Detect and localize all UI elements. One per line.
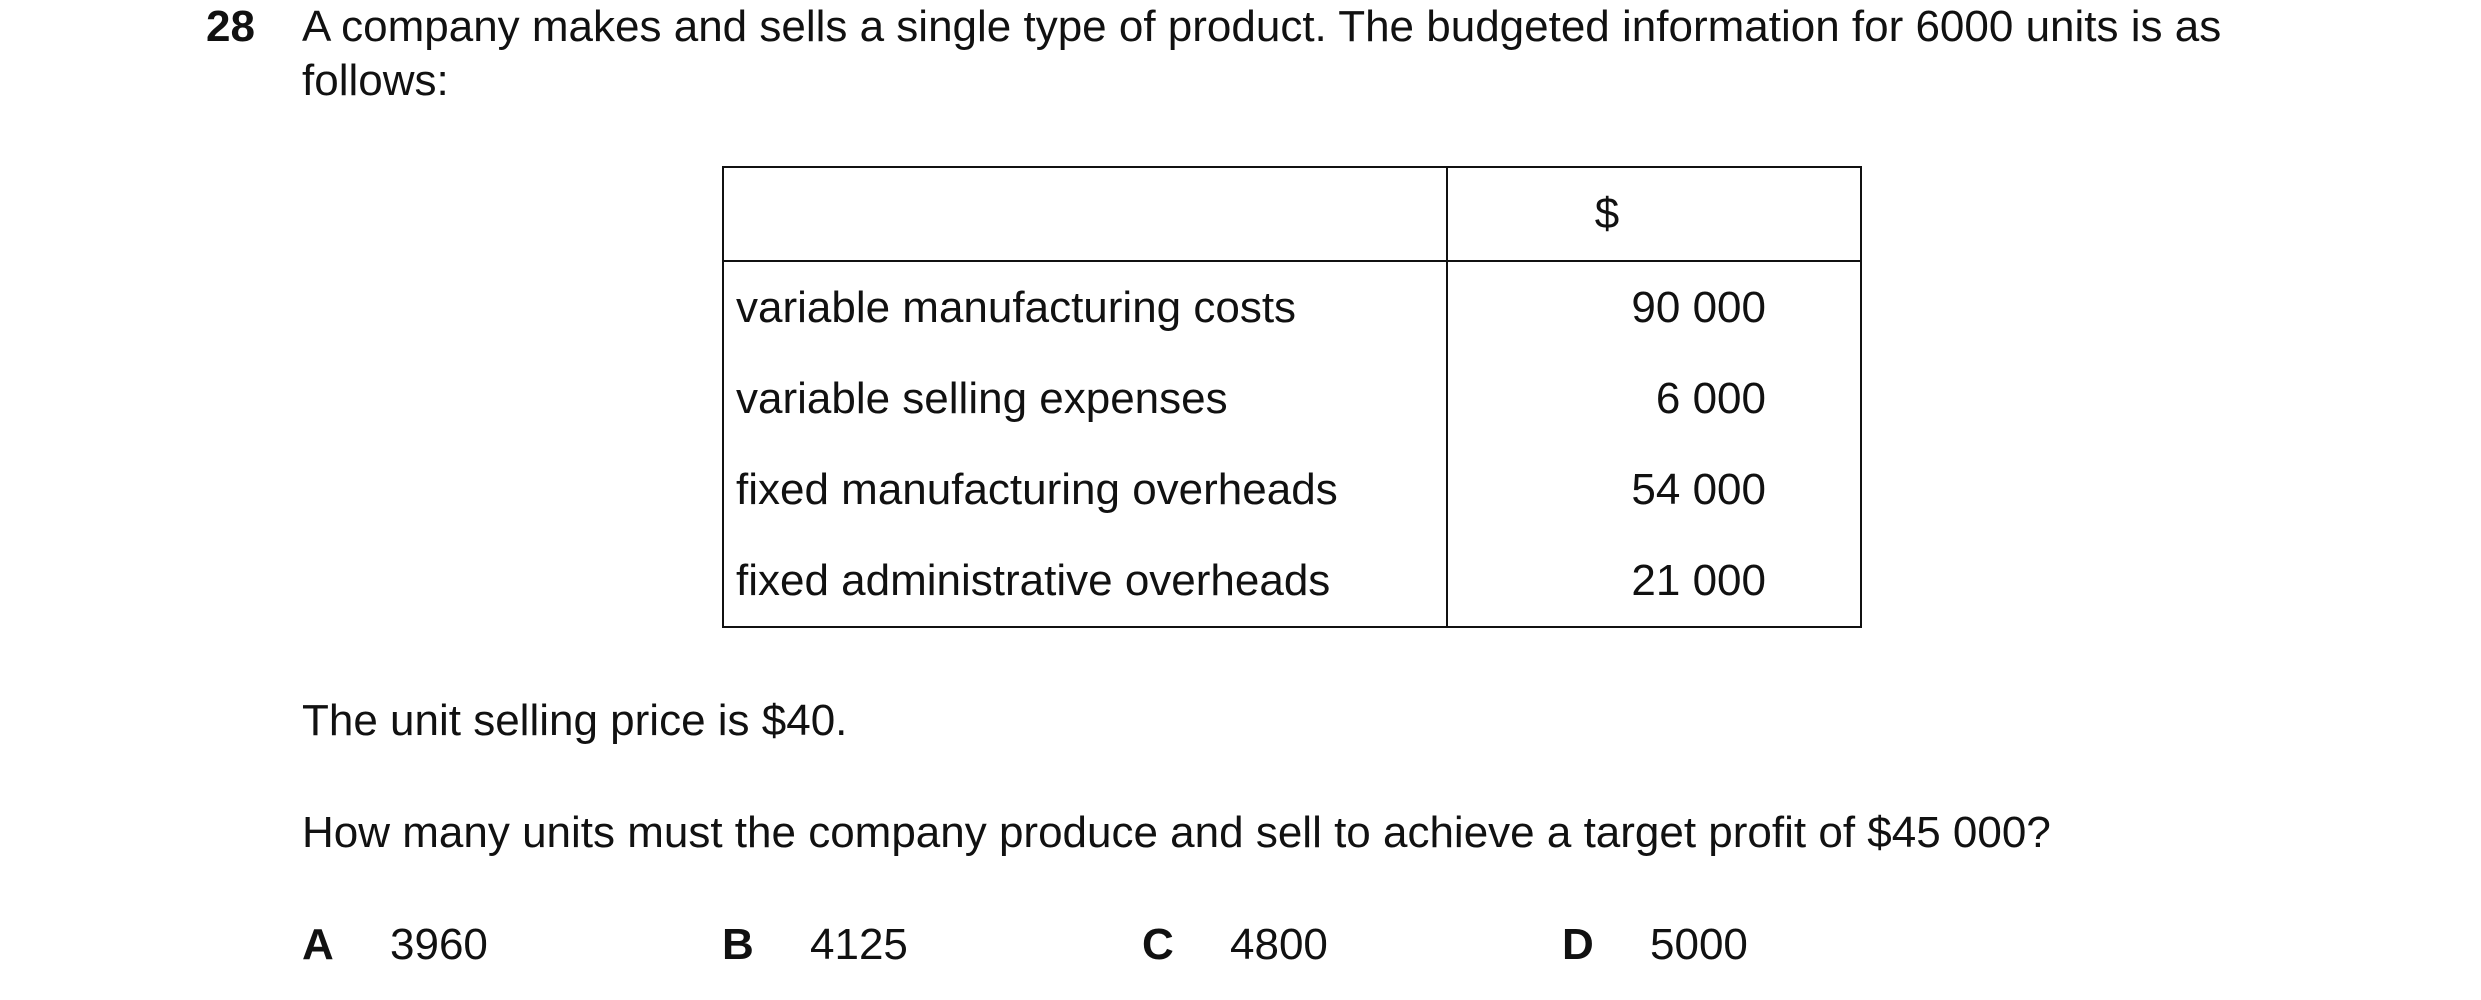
option-letter: D bbox=[1562, 920, 1594, 969]
question-prompt: How many units must the company produce and sell to achieve a target profit of $45 000? bbox=[302, 808, 2051, 857]
unit-price-statement: The unit selling price is $40. bbox=[302, 696, 848, 745]
budget-table bbox=[722, 166, 1862, 628]
answer-option-d[interactable] bbox=[1562, 918, 1748, 972]
option-value: 4125 bbox=[810, 920, 908, 969]
table-header-item bbox=[723, 167, 1447, 261]
option-value: 3960 bbox=[390, 920, 488, 969]
table-row bbox=[723, 261, 1861, 353]
question-number: 28 bbox=[206, 2, 255, 51]
row-item: variable selling expenses bbox=[723, 353, 1447, 444]
answer-option-b[interactable] bbox=[722, 918, 908, 972]
table-header-row bbox=[723, 167, 1861, 261]
row-item: fixed manufacturing overheads bbox=[723, 444, 1447, 535]
table-header-currency: $ bbox=[1447, 167, 1861, 261]
answer-option-c[interactable] bbox=[1142, 918, 1328, 972]
option-letter: B bbox=[722, 920, 754, 969]
answer-option-a[interactable] bbox=[302, 918, 488, 972]
row-item: variable manufacturing costs bbox=[723, 261, 1447, 353]
table-row bbox=[723, 444, 1861, 535]
option-value: 4800 bbox=[1230, 920, 1328, 969]
option-letter: C bbox=[1142, 920, 1174, 969]
row-amount: 21 000 bbox=[1447, 535, 1861, 627]
table-row bbox=[723, 353, 1861, 444]
option-value: 5000 bbox=[1650, 920, 1748, 969]
option-letter: A bbox=[302, 920, 334, 969]
table-row bbox=[723, 535, 1861, 627]
row-amount: 6 000 bbox=[1447, 353, 1861, 444]
row-amount: 54 000 bbox=[1447, 444, 1861, 535]
question-stem: A company makes and sells a single type of product. The budgeted information for 6000 units is as follows: bbox=[302, 2, 2222, 105]
row-amount: 90 000 bbox=[1447, 261, 1861, 353]
row-item: fixed administrative overheads bbox=[723, 535, 1447, 627]
